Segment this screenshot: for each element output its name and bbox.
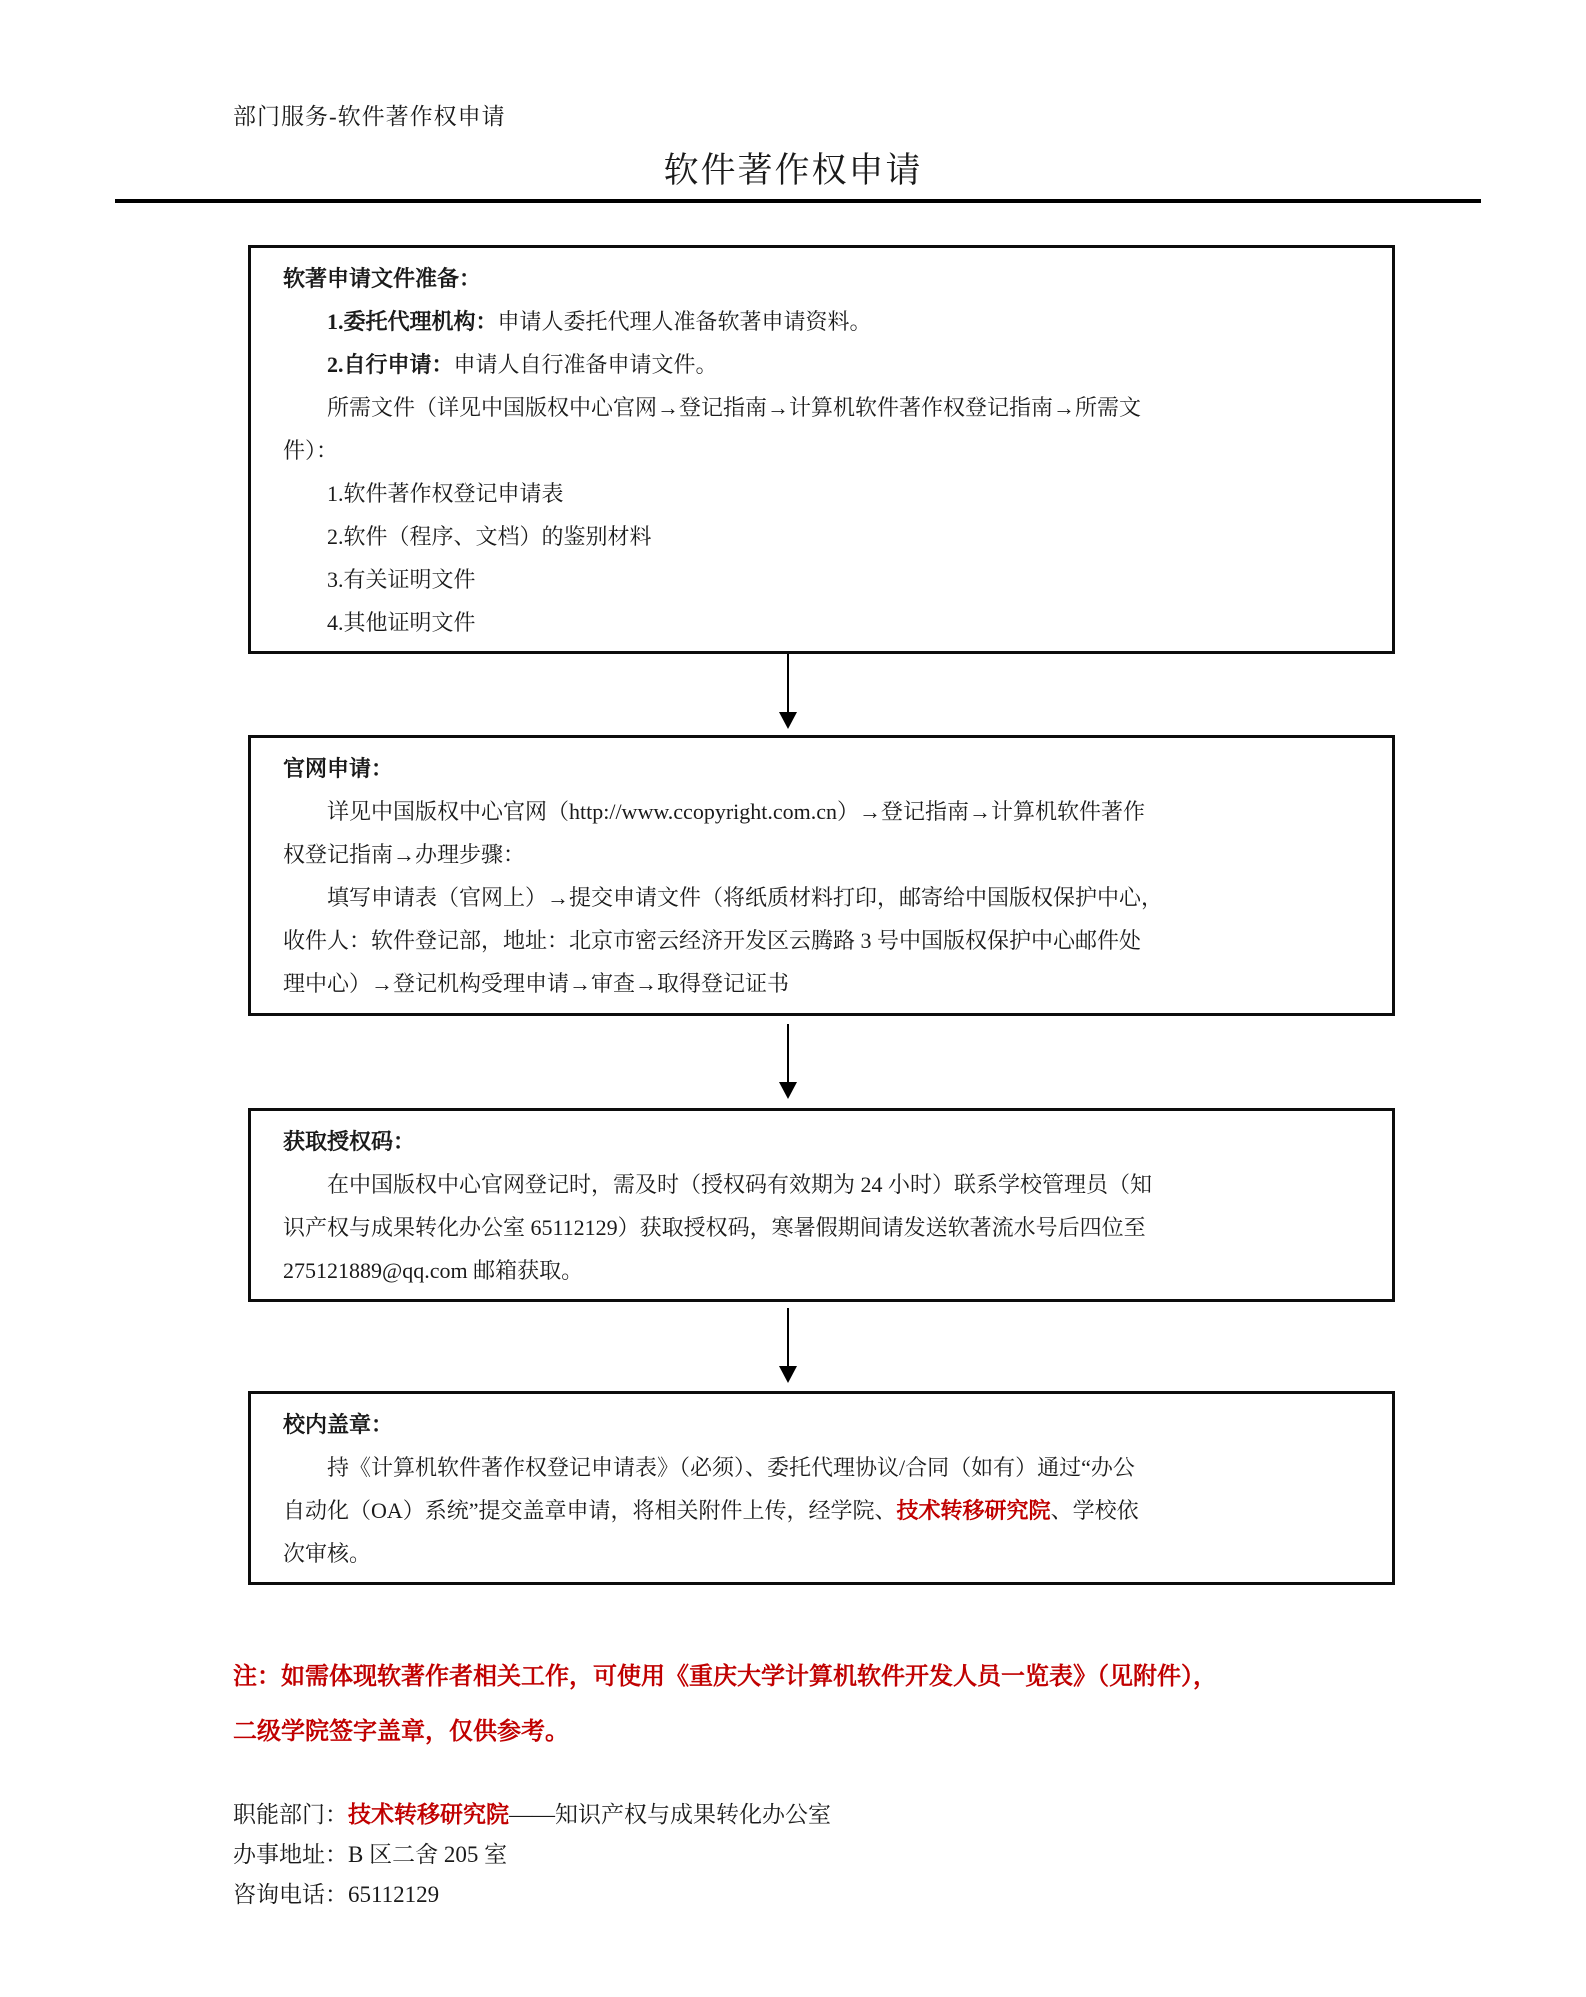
flow-box-prepare-documents	[248, 245, 1395, 654]
text-line	[283, 919, 1362, 962]
text-line	[283, 1532, 1362, 1575]
text-segment: 次审核。	[283, 1541, 372, 1566]
highlighted-text: 技术转移研究院	[896, 1498, 1051, 1523]
text-line	[283, 558, 1362, 601]
text-segment: 收件人：软件登记部，地址：北京市密云经济开发区云腾路 3 号中国版权保护中心邮件处	[283, 928, 1142, 953]
flow-arrow-down-icon	[779, 1308, 797, 1383]
text-segment: 职能部门：	[233, 1802, 348, 1827]
text-line	[283, 429, 1362, 472]
text-line	[283, 876, 1362, 919]
text-segment: 在中国版权中心官网登记时，需及时（授权码有效期为 24 小时）联系学校管理员（知	[327, 1172, 1153, 1197]
text-line	[283, 1206, 1362, 1249]
breadcrumb: 部门服务-软件著作权申请	[233, 104, 506, 129]
text-line	[233, 1835, 1333, 1875]
text-segment: 275121889@qq.com 邮箱获取。	[283, 1258, 584, 1283]
arrow-shaft	[787, 1308, 789, 1366]
highlighted-text: 技术转移研究院	[348, 1802, 509, 1827]
arrow-head	[779, 712, 797, 729]
text-line	[283, 1489, 1362, 1532]
text-segment: 1.软件著作权登记申请表	[327, 481, 564, 506]
text-segment: 2.自行申请：	[327, 352, 454, 377]
text-line	[233, 1650, 1463, 1705]
flow-arrow-down-icon	[779, 654, 797, 729]
text-segment: 自动化（OA）系统”提交盖章申请，将相关附件上传，经学院、	[283, 1498, 897, 1523]
text-line	[283, 343, 1362, 386]
text-segment: 、学校依	[1050, 1498, 1139, 1523]
text-line	[283, 790, 1362, 833]
arrow-head	[779, 1366, 797, 1383]
text-line	[283, 515, 1362, 558]
text-segment: 二级学院签字盖章，仅供参考。	[233, 1719, 569, 1745]
text-line	[283, 472, 1362, 515]
text-segment: 办事地址：B 区二舍 205 室	[233, 1842, 508, 1867]
text-segment: 填写申请表（官网上）→提交申请文件（将纸质材料打印，邮寄给中国版权保护中心，	[327, 885, 1164, 910]
title-divider	[115, 199, 1481, 203]
text-segment: 识产权与成果转化办公室 65112129）获取授权码，寒暑假期间请发送软著流水号后四位至	[283, 1215, 1146, 1240]
page-title: 软件著作权申请	[663, 151, 923, 190]
text-segment: 咨询电话：65112129	[233, 1882, 440, 1907]
text-segment: 4.其他证明文件	[327, 610, 476, 635]
text-line	[283, 1120, 1362, 1163]
text-segment: 持《计算机软件著作权登记申请表》（必须）、委托代理协议/合同（如有）通过“办公	[327, 1455, 1135, 1480]
text-line	[283, 833, 1362, 876]
flow-box-authorization-code	[248, 1108, 1395, 1302]
text-segment: 权登记指南→办理步骤：	[283, 842, 526, 867]
text-line	[233, 1705, 1463, 1760]
note-text	[233, 1650, 1463, 1760]
text-line	[283, 386, 1362, 429]
text-segment: 详见中国版权中心官网（http://www.ccopyright.com.cn）→登记指南→计算机软件著作	[327, 799, 1146, 824]
text-line	[283, 747, 1362, 790]
arrow-shaft	[787, 1024, 789, 1082]
flow-box-online-application	[248, 735, 1395, 1016]
text-line	[283, 1446, 1362, 1489]
text-line	[283, 601, 1362, 644]
text-line	[283, 1403, 1362, 1446]
text-segment: 所需文件（详见中国版权中心官网→登记指南→计算机软件著作权登记指南→所需文	[327, 395, 1142, 420]
text-line	[283, 300, 1362, 343]
text-line	[233, 1795, 1333, 1835]
text-segment: 申请人委托代理人准备软著申请资料。	[497, 309, 872, 334]
flow-box-campus-seal	[248, 1391, 1395, 1585]
arrow-shaft	[787, 654, 789, 712]
text-segment: 理中心）→登记机构受理申请→审查→取得登记证书	[283, 971, 790, 996]
flow-arrow-down-icon	[779, 1024, 797, 1099]
text-segment: ——知识产权与成果转化办公室	[509, 1802, 831, 1827]
text-segment: 软著申请文件准备：	[283, 266, 482, 291]
text-segment: 2.软件（程序、文档）的鉴别材料	[327, 524, 652, 549]
text-segment: 获取授权码：	[283, 1129, 416, 1154]
text-segment: 官网申请：	[283, 756, 394, 781]
text-line	[283, 1163, 1362, 1206]
arrow-head	[779, 1082, 797, 1099]
text-segment: 注：如需体现软著作者相关工作，可使用《重庆大学计算机软件开发人员一览表》（见附件），	[233, 1664, 1217, 1690]
text-segment: 3.有关证明文件	[327, 567, 476, 592]
text-segment: 件）：	[283, 438, 339, 463]
text-segment: 申请人自行准备申请文件。	[453, 352, 718, 377]
text-segment: 1.委托代理机构：	[327, 309, 498, 334]
text-segment: 校内盖章：	[283, 1412, 394, 1437]
text-line	[283, 1249, 1362, 1292]
text-line	[283, 257, 1362, 300]
text-line	[283, 962, 1362, 1005]
footer-contact-info	[233, 1795, 1333, 1915]
text-line	[233, 1875, 1333, 1915]
